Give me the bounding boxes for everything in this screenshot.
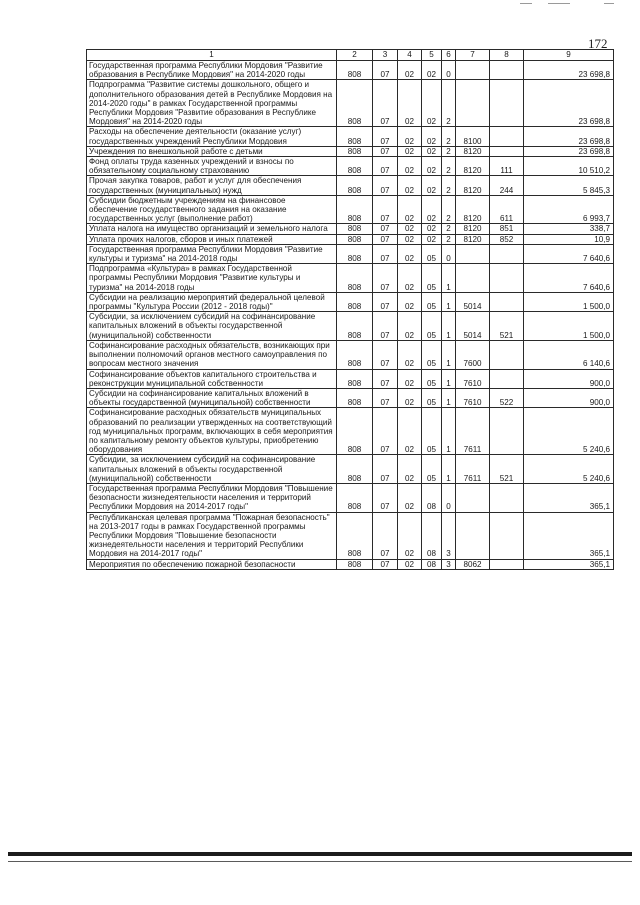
code-cell: 808 [337, 127, 373, 146]
table-row [87, 127, 614, 146]
section-cell: 07 [373, 512, 398, 559]
section-cell: 07 [373, 234, 398, 244]
row-name-cell: Софинансирование расходных обязательств муниципальных образований по реализации утвержденных на соответствующий год муниципальных программ, включающих в себя мероприятия по капитальному ремонту объектов культуры, приобретению оборудования [87, 408, 337, 455]
amount-cell: 5 845,3 [524, 176, 614, 195]
expense-type-cell [490, 264, 524, 293]
subprogram-cell: 2 [442, 224, 456, 234]
amount-cell: 23 698,8 [524, 80, 614, 127]
section-cell: 07 [373, 224, 398, 234]
table-row [87, 512, 614, 559]
table-row [87, 244, 614, 263]
program-cell: 02 [422, 157, 442, 176]
subsection-cell: 02 [398, 369, 422, 388]
amount-cell: 365,1 [524, 559, 614, 569]
row-name-cell: Субсидии бюджетным учреждениям на финансовое обеспечение государственного задания на оказание государственных услуг (выполнение работ) [87, 195, 337, 224]
code-cell: 808 [337, 176, 373, 195]
subsection-cell: 02 [398, 388, 422, 407]
expense-item-cell [456, 80, 490, 127]
expense-type-cell [490, 559, 524, 569]
subsection-cell: 02 [398, 61, 422, 80]
table-row [87, 80, 614, 127]
section-cell: 07 [373, 312, 398, 341]
expense-item-cell: 7611 [456, 408, 490, 455]
section-cell: 07 [373, 483, 398, 512]
section-cell: 07 [373, 146, 398, 156]
scan-mark [548, 3, 570, 4]
program-cell: 02 [422, 127, 442, 146]
subprogram-cell: 2 [442, 195, 456, 224]
table-row [87, 559, 614, 569]
program-cell: 05 [422, 244, 442, 263]
program-cell: 02 [422, 61, 442, 80]
subsection-cell: 02 [398, 408, 422, 455]
code-cell: 808 [337, 512, 373, 559]
expense-item-cell: 8120 [456, 234, 490, 244]
program-cell: 08 [422, 483, 442, 512]
expense-item-cell: 8120 [456, 195, 490, 224]
expense-type-cell: 522 [490, 388, 524, 407]
program-cell: 05 [422, 369, 442, 388]
program-cell: 02 [422, 146, 442, 156]
table-row [87, 157, 614, 176]
table-row [87, 369, 614, 388]
expense-type-cell [490, 340, 524, 369]
subprogram-cell: 2 [442, 80, 456, 127]
expense-type-cell: 521 [490, 312, 524, 341]
section-cell: 07 [373, 127, 398, 146]
table-row [87, 408, 614, 455]
subprogram-cell: 1 [442, 264, 456, 293]
amount-cell: 1 500,0 [524, 312, 614, 341]
section-cell: 07 [373, 408, 398, 455]
amount-cell: 365,1 [524, 512, 614, 559]
code-cell: 808 [337, 312, 373, 341]
code-cell: 808 [337, 292, 373, 311]
header-cell: 4 [398, 50, 422, 61]
expense-type-cell: 521 [490, 455, 524, 484]
budget-table [86, 49, 614, 570]
table-row [87, 292, 614, 311]
program-cell: 02 [422, 224, 442, 234]
code-cell: 808 [337, 80, 373, 127]
amount-cell: 5 240,6 [524, 408, 614, 455]
table-row [87, 234, 614, 244]
code-cell: 808 [337, 146, 373, 156]
program-cell: 05 [422, 340, 442, 369]
program-cell: 05 [422, 455, 442, 484]
row-name-cell: Подпрограмма «Культура» в рамках Государственной программы Республики Мордовия "Развитие культуры и туризма" на 2014-2018 годы [87, 264, 337, 293]
subprogram-cell: 1 [442, 455, 456, 484]
row-name-cell: Софинансирование расходных обязательств, возникающих при выполнении полномочий органов местного самоуправления по вопросам местного значения [87, 340, 337, 369]
subprogram-cell: 1 [442, 292, 456, 311]
expense-item-cell: 7610 [456, 388, 490, 407]
row-name-cell: Прочая закупка товаров, работ и услуг для обеспечения государственных (муниципальных) нужд [87, 176, 337, 195]
expense-item-cell [456, 512, 490, 559]
expense-type-cell [490, 244, 524, 263]
expense-item-cell: 8120 [456, 157, 490, 176]
expense-item-cell: 8120 [456, 146, 490, 156]
expense-type-cell: 244 [490, 176, 524, 195]
section-cell: 07 [373, 292, 398, 311]
expense-item-cell: 5014 [456, 292, 490, 311]
scan-mark [604, 3, 614, 4]
program-cell: 02 [422, 234, 442, 244]
header-cell: 8 [490, 50, 524, 61]
header-cell: 5 [422, 50, 442, 61]
expense-type-cell [490, 483, 524, 512]
subsection-cell: 02 [398, 195, 422, 224]
program-cell: 05 [422, 408, 442, 455]
row-name-cell: Субсидии на реализацию мероприятий федеральной целевой программы "Культура России (2012 - 2018 годы)" [87, 292, 337, 311]
table-row [87, 312, 614, 341]
subsection-cell: 02 [398, 244, 422, 263]
section-cell: 07 [373, 61, 398, 80]
subsection-cell: 02 [398, 224, 422, 234]
code-cell: 808 [337, 340, 373, 369]
code-cell: 808 [337, 264, 373, 293]
subprogram-cell: 0 [442, 483, 456, 512]
amount-cell: 23 698,8 [524, 127, 614, 146]
table-row [87, 176, 614, 195]
amount-cell: 6 140,6 [524, 340, 614, 369]
row-name-cell: Софинансирование объектов капитального строительства и реконструкции муниципальной собственности [87, 369, 337, 388]
subprogram-cell: 2 [442, 146, 456, 156]
expense-item-cell: 7600 [456, 340, 490, 369]
subsection-cell: 02 [398, 264, 422, 293]
expense-item-cell [456, 244, 490, 263]
program-cell: 05 [422, 388, 442, 407]
amount-cell: 900,0 [524, 388, 614, 407]
table-row [87, 388, 614, 407]
row-name-cell: Субсидии, за исключением субсидий на софинансирование капитальных вложений в объекты государственной (муниципальной) собственности [87, 455, 337, 484]
subprogram-cell: 1 [442, 388, 456, 407]
subsection-cell: 02 [398, 455, 422, 484]
subsection-cell: 02 [398, 312, 422, 341]
table-row [87, 455, 614, 484]
subprogram-cell: 3 [442, 512, 456, 559]
subsection-cell: 02 [398, 512, 422, 559]
expense-type-cell: 852 [490, 234, 524, 244]
expense-item-cell: 7611 [456, 455, 490, 484]
code-cell: 808 [337, 244, 373, 263]
code-cell: 808 [337, 61, 373, 80]
expense-item-cell: 8120 [456, 224, 490, 234]
header-cell: 2 [337, 50, 373, 61]
row-name-cell: Подпрограмма "Развитие системы дошкольного, общего и дополнительного образования детей в Республике Мордовия на 2014-2020 годы" в рамках Государственной программы Республики Мордовия "Развитие образования в Республике Мордовия" на 2014-2020 годы [87, 80, 337, 127]
row-name-cell: Республиканская целевая программа "Пожарная безопасность" на 2013-2017 годы в рамках Государственной программы Республики Мордовия "Повышение безопасности жизнедеятельности населения и территорий Республики Мордовия на 2014-2017 годы" [87, 512, 337, 559]
header-cell: 7 [456, 50, 490, 61]
code-cell: 808 [337, 388, 373, 407]
expense-type-cell [490, 61, 524, 80]
row-name-cell: Фонд оплаты труда казенных учреждений и взносы по обязательному социальному страхованию [87, 157, 337, 176]
subprogram-cell: 3 [442, 559, 456, 569]
table-header-row [87, 50, 614, 61]
subprogram-cell: 2 [442, 127, 456, 146]
expense-type-cell [490, 408, 524, 455]
expense-type-cell [490, 80, 524, 127]
program-cell: 05 [422, 292, 442, 311]
row-name-cell: Государственная программа Республики Мордовия "Развитие образования в Республике Мордовия" на 2014-2020 годы [87, 61, 337, 80]
row-name-cell: Учреждения по внешкольной работе с детьми [87, 146, 337, 156]
subprogram-cell: 0 [442, 244, 456, 263]
section-cell: 07 [373, 264, 398, 293]
section-cell: 07 [373, 80, 398, 127]
table-row [87, 61, 614, 80]
table-row [87, 195, 614, 224]
amount-cell: 10,9 [524, 234, 614, 244]
row-name-cell: Уплата налога на имущество организаций и земельного налога [87, 224, 337, 234]
amount-cell: 900,0 [524, 369, 614, 388]
program-cell: 08 [422, 512, 442, 559]
table-row [87, 224, 614, 234]
code-cell: 808 [337, 483, 373, 512]
code-cell: 808 [337, 224, 373, 234]
amount-cell: 6 993,7 [524, 195, 614, 224]
program-cell: 05 [422, 312, 442, 341]
row-name-cell: Мероприятия по обеспечению пожарной безопасности [87, 559, 337, 569]
subsection-cell: 02 [398, 559, 422, 569]
amount-cell: 23 698,8 [524, 146, 614, 156]
subsection-cell: 02 [398, 483, 422, 512]
header-cell: 9 [524, 50, 614, 61]
subprogram-cell: 1 [442, 312, 456, 341]
expense-type-cell [490, 369, 524, 388]
amount-cell: 7 640,6 [524, 264, 614, 293]
section-cell: 07 [373, 369, 398, 388]
amount-cell: 5 240,6 [524, 455, 614, 484]
table-row [87, 146, 614, 156]
amount-cell: 10 510,2 [524, 157, 614, 176]
subsection-cell: 02 [398, 157, 422, 176]
amount-cell: 338,7 [524, 224, 614, 234]
header-cell: 3 [373, 50, 398, 61]
code-cell: 808 [337, 157, 373, 176]
subsection-cell: 02 [398, 127, 422, 146]
expense-item-cell [456, 264, 490, 293]
subprogram-cell: 1 [442, 340, 456, 369]
program-cell: 05 [422, 264, 442, 293]
bottom-rule-thin [8, 861, 632, 862]
expense-type-cell [490, 146, 524, 156]
section-cell: 07 [373, 340, 398, 369]
scan-mark [520, 3, 532, 4]
expense-item-cell: 8062 [456, 559, 490, 569]
code-cell: 808 [337, 559, 373, 569]
row-name-cell: Субсидии, за исключением субсидий на софинансирование капитальных вложений в объекты государственной (муниципальной) собственности [87, 312, 337, 341]
section-cell: 07 [373, 244, 398, 263]
code-cell: 808 [337, 455, 373, 484]
subprogram-cell: 1 [442, 408, 456, 455]
amount-cell: 1 500,0 [524, 292, 614, 311]
expense-item-cell: 8100 [456, 127, 490, 146]
subprogram-cell: 2 [442, 176, 456, 195]
row-name-cell: Расходы на обеспечение деятельности (оказание услуг) государственных учреждений Республики Мордовия [87, 127, 337, 146]
expense-item-cell: 7610 [456, 369, 490, 388]
section-cell: 07 [373, 157, 398, 176]
section-cell: 07 [373, 455, 398, 484]
code-cell: 808 [337, 234, 373, 244]
row-name-cell: Государственная программа Республики Мордовия "Повышение безопасности жизнедеятельности населения и территорий Республики Мордовия на 2014-2017 годы" [87, 483, 337, 512]
header-cell: 6 [442, 50, 456, 61]
subsection-cell: 02 [398, 234, 422, 244]
row-name-cell: Государственная программа Республики Мордовия "Развитие культуры и туризма" на 2014-2018 годы [87, 244, 337, 263]
expense-type-cell [490, 512, 524, 559]
expense-item-cell [456, 483, 490, 512]
amount-cell: 365,1 [524, 483, 614, 512]
subprogram-cell: 0 [442, 61, 456, 80]
program-cell: 02 [422, 195, 442, 224]
expense-type-cell: 111 [490, 157, 524, 176]
subsection-cell: 02 [398, 80, 422, 127]
program-cell: 02 [422, 80, 442, 127]
row-name-cell: Уплата прочих налогов, сборов и иных платежей [87, 234, 337, 244]
subprogram-cell: 2 [442, 234, 456, 244]
expense-item-cell: 5014 [456, 312, 490, 341]
expense-item-cell: 8120 [456, 176, 490, 195]
page-number: 172 [588, 36, 608, 51]
expense-type-cell: 611 [490, 195, 524, 224]
code-cell: 808 [337, 369, 373, 388]
section-cell: 07 [373, 195, 398, 224]
subsection-cell: 02 [398, 292, 422, 311]
table-row [87, 264, 614, 293]
section-cell: 07 [373, 388, 398, 407]
expense-type-cell [490, 127, 524, 146]
section-cell: 07 [373, 559, 398, 569]
table-row [87, 483, 614, 512]
expense-item-cell [456, 61, 490, 80]
table-row [87, 340, 614, 369]
subsection-cell: 02 [398, 176, 422, 195]
amount-cell: 23 698,8 [524, 61, 614, 80]
subprogram-cell: 1 [442, 369, 456, 388]
row-name-cell: Субсидии на софинансирование капитальных вложений в объекты государственной (муниципальной) собственности [87, 388, 337, 407]
expense-type-cell [490, 292, 524, 311]
program-cell: 08 [422, 559, 442, 569]
section-cell: 07 [373, 176, 398, 195]
subsection-cell: 02 [398, 146, 422, 156]
code-cell: 808 [337, 408, 373, 455]
bottom-rule [8, 852, 632, 856]
code-cell: 808 [337, 195, 373, 224]
expense-type-cell: 851 [490, 224, 524, 234]
program-cell: 02 [422, 176, 442, 195]
subsection-cell: 02 [398, 340, 422, 369]
subprogram-cell: 2 [442, 157, 456, 176]
header-cell: 1 [87, 50, 337, 61]
amount-cell: 7 640,6 [524, 244, 614, 263]
